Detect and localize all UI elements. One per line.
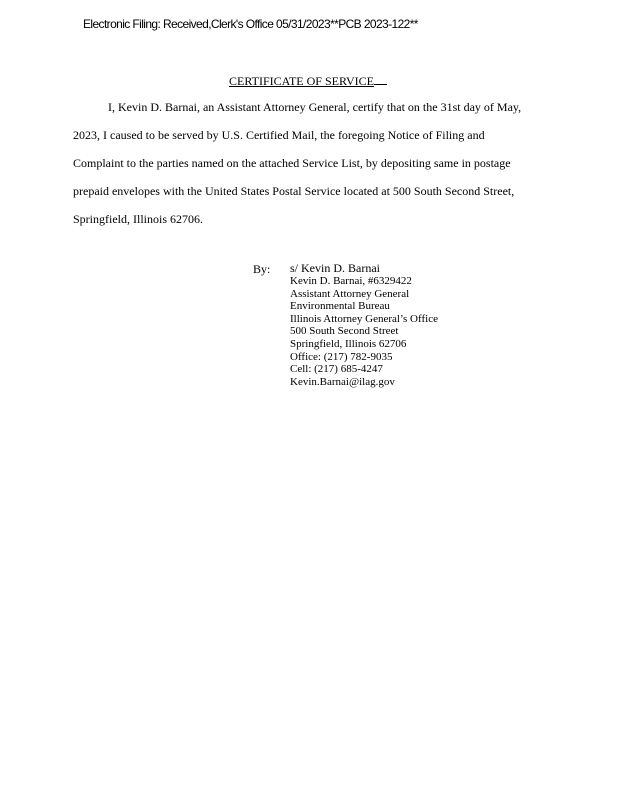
- filing-stamp: Electronic Filing: Received,Clerk's Office 05/31/2023**PCB 2023-122**: [83, 17, 418, 31]
- certificate-title: [229, 73, 387, 89]
- certificate-body-line-4: prepaid envelopes with the United States Postal Service located at 500 South Second Street,: [73, 184, 515, 198]
- signer-name-line: Kevin D. Barnai, #6329422: [290, 275, 412, 287]
- electronic-signature: s/ Kevin D. Barnai: [290, 261, 380, 275]
- signer-street-line: 500 South Second Street: [290, 325, 399, 338]
- signer-office-phone: Office: (217) 782-9035: [290, 350, 393, 363]
- signer-bureau-line: Environmental Bureau: [290, 300, 390, 313]
- certificate-body-line-5: Springfield, Illinois 62706.: [73, 212, 203, 226]
- by-label: By:: [253, 262, 271, 276]
- certificate-body-line-1: I, Kevin D. Barnai, an Assistant Attorney General, certify that on the 31st day of May,: [108, 100, 522, 114]
- signer-office-line: Illinois Attorney General’s Office: [290, 312, 438, 325]
- signer-city-line: Springfield, Illinois 62706: [290, 337, 407, 350]
- signer-cell-phone: Cell: (217) 685-4247: [290, 363, 383, 376]
- signer-title-line: Assistant Attorney General: [290, 287, 410, 300]
- title-underline-extension: [374, 73, 387, 85]
- certificate-title-text: CERTIFICATE OF SERVICE: [229, 74, 374, 88]
- signer-email: Kevin.Barnai@ilag.gov: [290, 375, 395, 388]
- certificate-body-line-2: 2023, I caused to be served by U.S. Certified Mail, the foregoing Notice of Filing and: [73, 128, 485, 142]
- signature-block: [290, 262, 438, 388]
- certificate-body-line-3: Complaint to the parties named on the attached Service List, by depositing same in postage: [73, 156, 511, 170]
